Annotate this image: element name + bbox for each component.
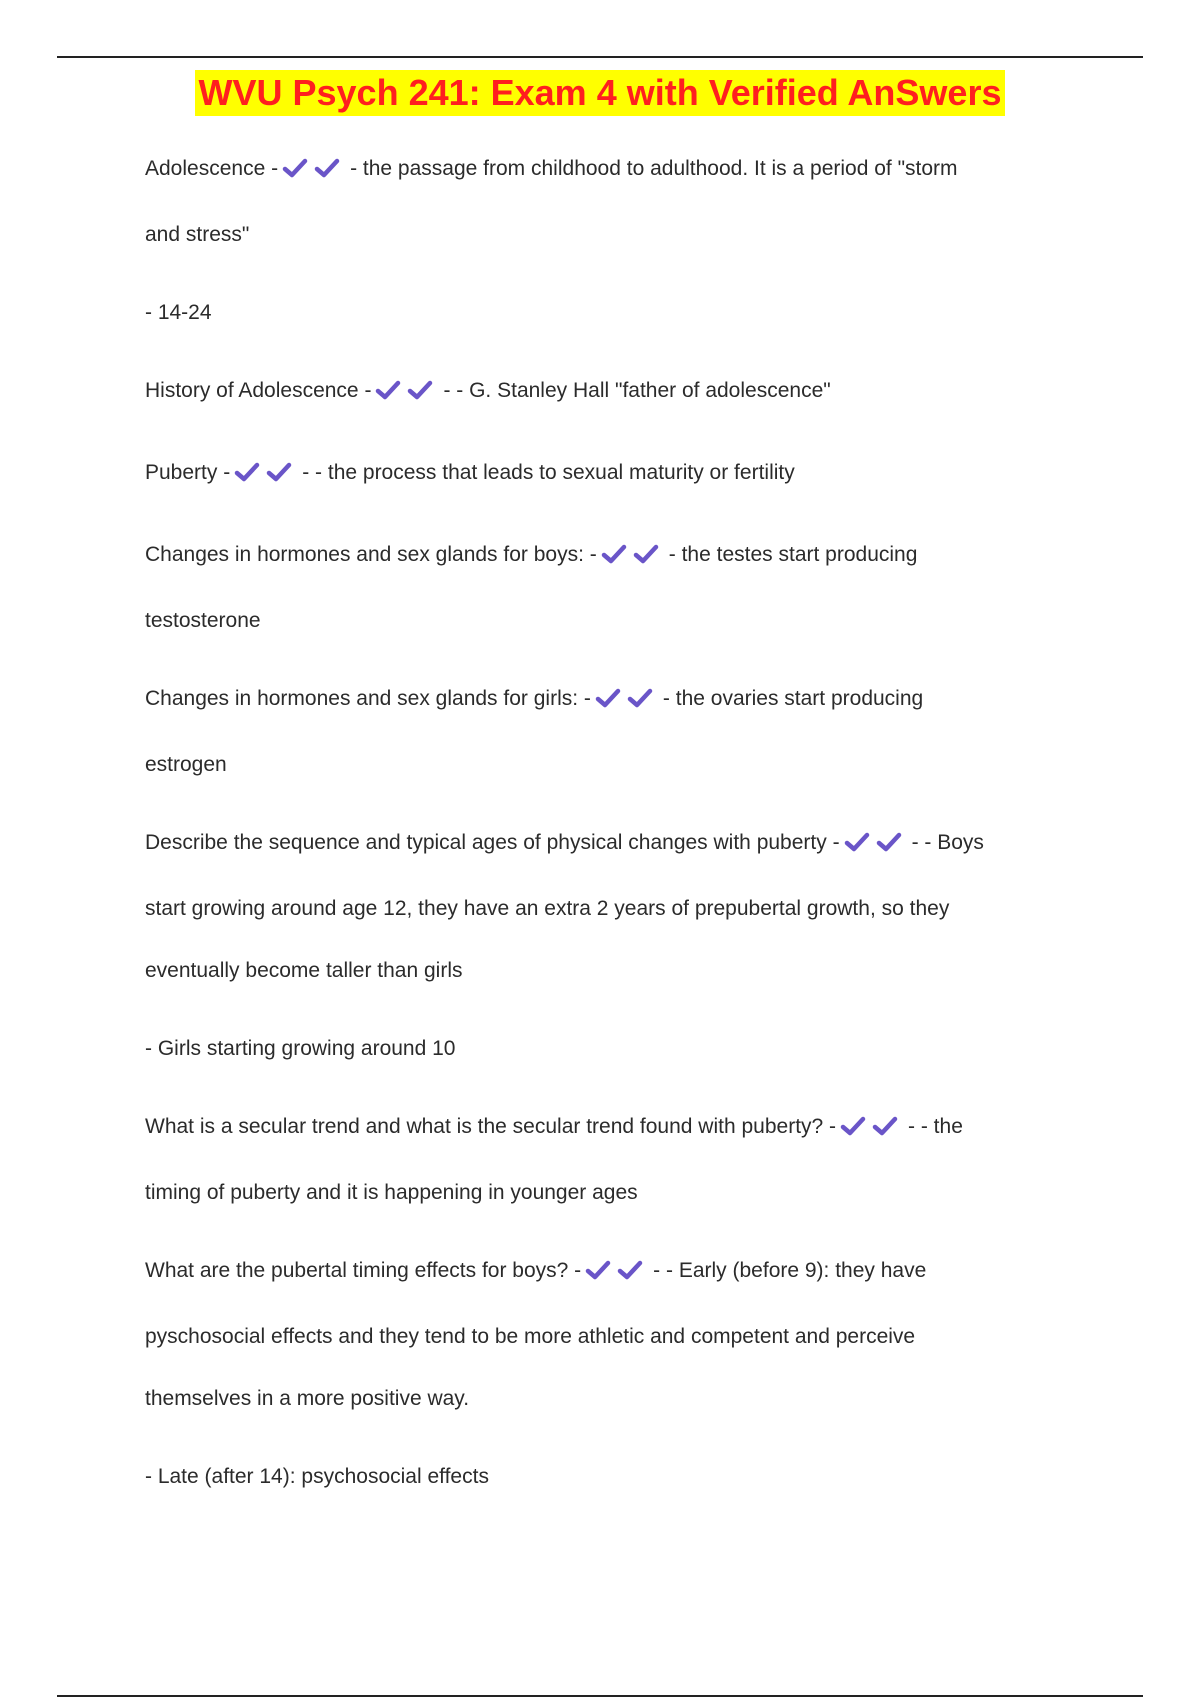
entry-answer: - - G. Stanley Hall "father of adolescence": [443, 379, 831, 402]
entry-answer: - - the process that leads to sexual maturity or fertility: [302, 461, 795, 484]
checkmark-icon: [872, 1115, 898, 1137]
qa-entry: [145, 1096, 1085, 1224]
qa-entry: [145, 1240, 1085, 1430]
entry-line: [145, 668, 1085, 734]
verified-checks: [234, 446, 298, 508]
qa-entry: [145, 138, 1085, 266]
checkmark-icon: [876, 831, 902, 853]
entry-gap: [145, 1224, 1085, 1240]
checkmark-icon: [844, 831, 870, 853]
checkmark-icon: [601, 543, 627, 565]
entry-answer: - - Boys: [911, 831, 984, 854]
entry-term: What are the pubertal timing effects for boys? -: [145, 1259, 582, 1282]
entry-gap: [145, 1080, 1085, 1096]
entry-line: [145, 360, 1085, 426]
qa-entry: [145, 1446, 1085, 1508]
verified-checks: [840, 1100, 904, 1162]
verified-checks: [601, 528, 665, 590]
entry-answer-continued: testosterone: [145, 609, 261, 632]
entry-answer: - the testes start producing: [668, 543, 918, 566]
entry-answer-continued: and stress": [145, 223, 250, 246]
document-title: WVU Psych 241: Exam 4 with Verified AnSwers: [195, 70, 1006, 116]
entry-line: [145, 1096, 1085, 1162]
entry-answer-continued: timing of puberty and it is happening in younger ages: [145, 1181, 638, 1204]
entry-text: - Late (after 14): psychosocial effects: [145, 1465, 489, 1488]
entry-gap: [145, 796, 1085, 812]
entry-answer: - - Early (before 9): they have: [653, 1259, 927, 1282]
entry-gap: [145, 508, 1085, 524]
entry-answer-continued: eventually become taller than girls: [145, 959, 463, 982]
qa-entry: [145, 524, 1085, 652]
checkmark-icon: [633, 543, 659, 565]
entry-gap: [145, 426, 1085, 442]
verified-checks: [375, 364, 439, 426]
qa-entry: [145, 1018, 1085, 1080]
verified-checks: [844, 816, 908, 878]
entry-answer: - - the: [908, 1115, 963, 1138]
checkmark-icon: [375, 379, 401, 401]
qa-entry: [145, 442, 1085, 508]
entry-term: What is a secular trend and what is the secular trend found with puberty? -: [145, 1115, 837, 1138]
top-rule: [57, 56, 1143, 58]
title-wrap: [0, 70, 1200, 116]
entry-term: Changes in hormones and sex glands for girls: -: [145, 687, 591, 710]
entry-gap: [145, 652, 1085, 668]
entry-answer: - the passage from childhood to adulthood. It is a period of "storm: [350, 157, 958, 180]
entry-line: [145, 282, 1085, 344]
qa-entry: [145, 360, 1085, 426]
checkmark-icon: [407, 379, 433, 401]
checkmark-icon: [617, 1259, 643, 1281]
checkmark-icon: [234, 461, 260, 483]
entry-line: [145, 812, 1085, 878]
entry-line: [145, 524, 1085, 590]
checkmark-icon: [840, 1115, 866, 1137]
entry-line: [145, 1240, 1085, 1306]
verified-checks: [585, 1244, 649, 1306]
entry-gap: [145, 344, 1085, 360]
entry-gap: [145, 1002, 1085, 1018]
entry-answer-continued: themselves in a more positive way.: [145, 1387, 470, 1410]
checkmark-icon: [314, 157, 340, 179]
entry-term: Describe the sequence and typical ages of physical changes with puberty -: [145, 831, 840, 854]
entry-text: - Girls starting growing around 10: [145, 1037, 456, 1060]
checkmark-icon: [585, 1259, 611, 1281]
entry-term: Adolescence -: [145, 157, 279, 180]
document-body: [145, 138, 1085, 1524]
qa-entry: [145, 812, 1085, 1002]
checkmark-icon: [595, 687, 621, 709]
entry-line: [145, 1018, 1085, 1080]
qa-entry: [145, 668, 1085, 796]
bottom-rule: [57, 1695, 1143, 1697]
verified-checks: [282, 142, 346, 204]
entry-text: - 14-24: [145, 301, 212, 324]
entry-term: History of Adolescence -: [145, 379, 372, 402]
verified-checks: [595, 672, 659, 734]
checkmark-icon: [282, 157, 308, 179]
entry-answer-continued: pyschosocial effects and they tend to be more athletic and competent and perceive: [145, 1325, 916, 1348]
entry-gap: [145, 1508, 1085, 1524]
entry-line: [145, 442, 1085, 508]
entry-answer-continued: start growing around age 12, they have an extra 2 years of prepubertal growth, so they: [145, 897, 950, 920]
qa-entry: [145, 282, 1085, 344]
entry-answer: - the ovaries start producing: [662, 687, 924, 710]
entry-gap: [145, 1430, 1085, 1446]
checkmark-icon: [266, 461, 292, 483]
entry-line: [145, 138, 1085, 204]
checkmark-icon: [627, 687, 653, 709]
entry-term: Changes in hormones and sex glands for boys: -: [145, 543, 597, 566]
entry-line: [145, 1446, 1085, 1508]
entry-answer-continued: estrogen: [145, 753, 227, 776]
entry-term: Puberty -: [145, 461, 231, 484]
entry-gap: [145, 266, 1085, 282]
